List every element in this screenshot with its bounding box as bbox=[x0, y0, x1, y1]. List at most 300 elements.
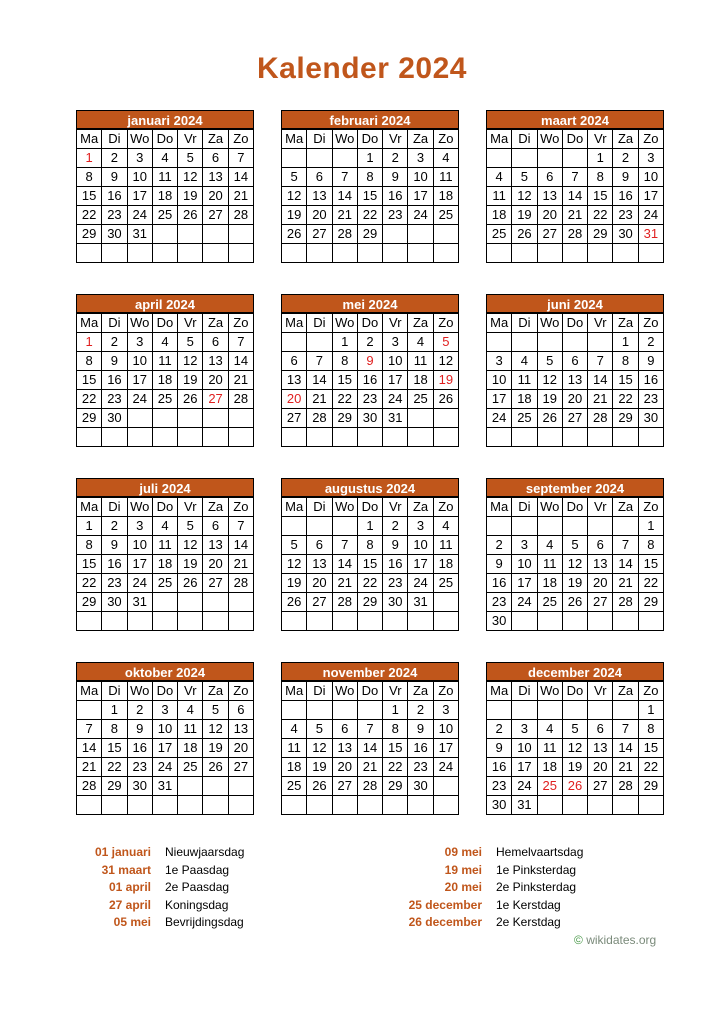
day-cell[interactable]: 16 bbox=[383, 555, 408, 574]
day-cell[interactable]: 1 bbox=[357, 517, 382, 536]
day-cell[interactable]: 18 bbox=[537, 574, 562, 593]
day-cell[interactable]: 28 bbox=[77, 777, 102, 796]
day-cell[interactable]: 23 bbox=[102, 206, 127, 225]
day-cell[interactable]: 13 bbox=[203, 536, 228, 555]
day-cell[interactable]: 9 bbox=[383, 536, 408, 555]
day-cell[interactable]: 11 bbox=[537, 555, 562, 574]
day-cell[interactable]: 11 bbox=[433, 168, 458, 187]
day-cell[interactable]: 22 bbox=[638, 574, 663, 593]
day-cell[interactable]: 16 bbox=[638, 371, 663, 390]
day-cell[interactable]: 15 bbox=[332, 371, 357, 390]
day-cell[interactable]: 26 bbox=[307, 777, 332, 796]
day-cell[interactable]: 4 bbox=[433, 517, 458, 536]
day-cell[interactable]: 29 bbox=[102, 777, 127, 796]
day-cell[interactable]: 10 bbox=[127, 168, 152, 187]
day-cell[interactable]: 20 bbox=[282, 390, 307, 409]
day-cell[interactable]: 15 bbox=[357, 555, 382, 574]
day-cell[interactable]: 26 bbox=[562, 777, 587, 796]
day-cell[interactable]: 19 bbox=[537, 390, 562, 409]
day-cell[interactable]: 18 bbox=[152, 371, 177, 390]
day-cell[interactable]: 6 bbox=[203, 149, 228, 168]
day-cell[interactable]: 6 bbox=[307, 168, 332, 187]
day-cell[interactable]: 5 bbox=[307, 720, 332, 739]
day-cell[interactable]: 19 bbox=[178, 187, 203, 206]
day-cell[interactable]: 7 bbox=[228, 517, 253, 536]
day-cell[interactable]: 31 bbox=[127, 593, 152, 612]
day-cell[interactable]: 2 bbox=[383, 517, 408, 536]
day-cell[interactable]: 18 bbox=[282, 758, 307, 777]
day-cell[interactable]: 14 bbox=[77, 739, 102, 758]
day-cell[interactable]: 8 bbox=[102, 720, 127, 739]
day-cell[interactable]: 9 bbox=[102, 536, 127, 555]
day-cell[interactable]: 24 bbox=[408, 574, 433, 593]
day-cell[interactable]: 22 bbox=[102, 758, 127, 777]
day-cell[interactable]: 4 bbox=[408, 333, 433, 352]
day-cell[interactable]: 26 bbox=[178, 390, 203, 409]
day-cell[interactable]: 25 bbox=[433, 206, 458, 225]
day-cell[interactable]: 6 bbox=[307, 536, 332, 555]
day-cell[interactable]: 10 bbox=[487, 371, 512, 390]
day-cell[interactable]: 18 bbox=[433, 187, 458, 206]
day-cell[interactable]: 14 bbox=[613, 739, 638, 758]
day-cell[interactable]: 15 bbox=[638, 555, 663, 574]
day-cell[interactable]: 1 bbox=[383, 701, 408, 720]
day-cell[interactable]: 27 bbox=[203, 390, 228, 409]
day-cell[interactable]: 10 bbox=[127, 536, 152, 555]
day-cell[interactable]: 7 bbox=[77, 720, 102, 739]
day-cell[interactable]: 1 bbox=[613, 333, 638, 352]
day-cell[interactable]: 15 bbox=[102, 739, 127, 758]
day-cell[interactable]: 24 bbox=[127, 206, 152, 225]
day-cell[interactable]: 15 bbox=[638, 739, 663, 758]
day-cell[interactable]: 29 bbox=[77, 409, 102, 428]
day-cell[interactable]: 19 bbox=[178, 555, 203, 574]
day-cell[interactable]: 12 bbox=[512, 187, 537, 206]
day-cell[interactable]: 1 bbox=[77, 149, 102, 168]
day-cell[interactable]: 13 bbox=[562, 371, 587, 390]
day-cell[interactable]: 9 bbox=[487, 739, 512, 758]
day-cell[interactable]: 25 bbox=[512, 409, 537, 428]
day-cell[interactable]: 21 bbox=[357, 758, 382, 777]
day-cell[interactable]: 8 bbox=[77, 352, 102, 371]
day-cell[interactable]: 27 bbox=[307, 593, 332, 612]
day-cell[interactable]: 24 bbox=[433, 758, 458, 777]
day-cell[interactable]: 23 bbox=[487, 593, 512, 612]
day-cell[interactable]: 3 bbox=[152, 701, 177, 720]
day-cell[interactable]: 30 bbox=[102, 593, 127, 612]
day-cell[interactable]: 31 bbox=[127, 225, 152, 244]
day-cell[interactable]: 7 bbox=[332, 168, 357, 187]
day-cell[interactable]: 22 bbox=[77, 390, 102, 409]
day-cell[interactable]: 5 bbox=[203, 701, 228, 720]
day-cell[interactable]: 24 bbox=[408, 206, 433, 225]
day-cell[interactable]: 30 bbox=[487, 612, 512, 631]
day-cell[interactable]: 25 bbox=[152, 390, 177, 409]
day-cell[interactable]: 26 bbox=[282, 593, 307, 612]
day-cell[interactable]: 2 bbox=[383, 149, 408, 168]
day-cell[interactable]: 19 bbox=[562, 758, 587, 777]
day-cell[interactable]: 28 bbox=[228, 390, 253, 409]
day-cell[interactable]: 10 bbox=[127, 352, 152, 371]
day-cell[interactable]: 9 bbox=[613, 168, 638, 187]
day-cell[interactable]: 8 bbox=[332, 352, 357, 371]
day-cell[interactable]: 22 bbox=[77, 574, 102, 593]
day-cell[interactable]: 13 bbox=[588, 739, 613, 758]
day-cell[interactable]: 12 bbox=[178, 536, 203, 555]
day-cell[interactable]: 9 bbox=[408, 720, 433, 739]
day-cell[interactable]: 28 bbox=[562, 225, 587, 244]
day-cell[interactable]: 27 bbox=[307, 225, 332, 244]
day-cell[interactable]: 21 bbox=[307, 390, 332, 409]
day-cell[interactable]: 5 bbox=[178, 517, 203, 536]
day-cell[interactable]: 5 bbox=[433, 333, 458, 352]
day-cell[interactable]: 21 bbox=[332, 574, 357, 593]
day-cell[interactable]: 2 bbox=[613, 149, 638, 168]
day-cell[interactable]: 29 bbox=[638, 593, 663, 612]
day-cell[interactable]: 4 bbox=[537, 720, 562, 739]
day-cell[interactable]: 25 bbox=[408, 390, 433, 409]
day-cell[interactable]: 17 bbox=[127, 371, 152, 390]
day-cell[interactable]: 16 bbox=[408, 739, 433, 758]
day-cell[interactable]: 18 bbox=[152, 187, 177, 206]
day-cell[interactable]: 3 bbox=[408, 149, 433, 168]
day-cell[interactable]: 2 bbox=[102, 517, 127, 536]
day-cell[interactable]: 16 bbox=[487, 758, 512, 777]
day-cell[interactable]: 24 bbox=[638, 206, 663, 225]
day-cell[interactable]: 21 bbox=[613, 574, 638, 593]
day-cell[interactable]: 3 bbox=[127, 517, 152, 536]
day-cell[interactable]: 4 bbox=[433, 149, 458, 168]
day-cell[interactable]: 1 bbox=[588, 149, 613, 168]
day-cell[interactable]: 29 bbox=[77, 593, 102, 612]
day-cell[interactable]: 20 bbox=[332, 758, 357, 777]
day-cell[interactable]: 15 bbox=[77, 187, 102, 206]
day-cell[interactable]: 31 bbox=[383, 409, 408, 428]
day-cell[interactable]: 10 bbox=[408, 168, 433, 187]
day-cell[interactable]: 23 bbox=[383, 206, 408, 225]
day-cell[interactable]: 16 bbox=[102, 371, 127, 390]
day-cell[interactable]: 22 bbox=[357, 574, 382, 593]
day-cell[interactable]: 6 bbox=[537, 168, 562, 187]
day-cell[interactable]: 23 bbox=[487, 777, 512, 796]
day-cell[interactable]: 6 bbox=[332, 720, 357, 739]
day-cell[interactable]: 10 bbox=[433, 720, 458, 739]
day-cell[interactable]: 14 bbox=[613, 555, 638, 574]
day-cell[interactable]: 15 bbox=[77, 371, 102, 390]
day-cell[interactable]: 17 bbox=[408, 555, 433, 574]
day-cell[interactable]: 27 bbox=[562, 409, 587, 428]
day-cell[interactable]: 20 bbox=[307, 206, 332, 225]
day-cell[interactable]: 31 bbox=[512, 796, 537, 815]
day-cell[interactable]: 23 bbox=[408, 758, 433, 777]
day-cell[interactable]: 13 bbox=[203, 168, 228, 187]
day-cell[interactable]: 27 bbox=[588, 777, 613, 796]
day-cell[interactable]: 16 bbox=[102, 187, 127, 206]
day-cell[interactable]: 25 bbox=[487, 225, 512, 244]
day-cell[interactable]: 27 bbox=[203, 574, 228, 593]
day-cell[interactable]: 12 bbox=[562, 739, 587, 758]
day-cell[interactable]: 30 bbox=[487, 796, 512, 815]
day-cell[interactable]: 16 bbox=[487, 574, 512, 593]
day-cell[interactable]: 24 bbox=[127, 390, 152, 409]
day-cell[interactable]: 26 bbox=[178, 206, 203, 225]
day-cell[interactable]: 2 bbox=[638, 333, 663, 352]
day-cell[interactable]: 11 bbox=[152, 536, 177, 555]
day-cell[interactable]: 17 bbox=[433, 739, 458, 758]
day-cell[interactable]: 13 bbox=[203, 352, 228, 371]
day-cell[interactable]: 17 bbox=[127, 555, 152, 574]
day-cell[interactable]: 3 bbox=[638, 149, 663, 168]
day-cell[interactable]: 20 bbox=[588, 574, 613, 593]
day-cell[interactable]: 29 bbox=[357, 225, 382, 244]
day-cell[interactable]: 16 bbox=[102, 555, 127, 574]
day-cell[interactable]: 6 bbox=[228, 701, 253, 720]
day-cell[interactable]: 8 bbox=[357, 168, 382, 187]
day-cell[interactable]: 1 bbox=[332, 333, 357, 352]
day-cell[interactable]: 13 bbox=[588, 555, 613, 574]
day-cell[interactable]: 22 bbox=[332, 390, 357, 409]
day-cell[interactable]: 5 bbox=[562, 536, 587, 555]
day-cell[interactable]: 3 bbox=[433, 701, 458, 720]
day-cell[interactable]: 14 bbox=[357, 739, 382, 758]
day-cell[interactable]: 18 bbox=[408, 371, 433, 390]
day-cell[interactable]: 25 bbox=[178, 758, 203, 777]
day-cell[interactable]: 11 bbox=[178, 720, 203, 739]
day-cell[interactable]: 10 bbox=[408, 536, 433, 555]
day-cell[interactable]: 21 bbox=[228, 187, 253, 206]
day-cell[interactable]: 27 bbox=[332, 777, 357, 796]
day-cell[interactable]: 2 bbox=[487, 536, 512, 555]
day-cell[interactable]: 29 bbox=[357, 593, 382, 612]
day-cell[interactable]: 28 bbox=[588, 409, 613, 428]
day-cell[interactable]: 3 bbox=[127, 149, 152, 168]
day-cell[interactable]: 17 bbox=[152, 739, 177, 758]
day-cell[interactable]: 6 bbox=[203, 333, 228, 352]
day-cell[interactable]: 16 bbox=[383, 187, 408, 206]
day-cell[interactable]: 7 bbox=[613, 536, 638, 555]
day-cell[interactable]: 4 bbox=[152, 149, 177, 168]
day-cell[interactable]: 12 bbox=[178, 168, 203, 187]
day-cell[interactable]: 7 bbox=[562, 168, 587, 187]
day-cell[interactable]: 23 bbox=[383, 574, 408, 593]
day-cell[interactable]: 26 bbox=[537, 409, 562, 428]
day-cell[interactable]: 20 bbox=[203, 187, 228, 206]
day-cell[interactable]: 25 bbox=[282, 777, 307, 796]
day-cell[interactable]: 19 bbox=[512, 206, 537, 225]
credit[interactable] bbox=[574, 933, 656, 947]
day-cell[interactable]: 4 bbox=[178, 701, 203, 720]
day-cell[interactable]: 11 bbox=[408, 352, 433, 371]
day-cell[interactable]: 10 bbox=[638, 168, 663, 187]
day-cell[interactable]: 29 bbox=[77, 225, 102, 244]
day-cell[interactable]: 8 bbox=[383, 720, 408, 739]
day-cell[interactable]: 6 bbox=[203, 517, 228, 536]
day-cell[interactable]: 17 bbox=[408, 187, 433, 206]
day-cell[interactable]: 12 bbox=[178, 352, 203, 371]
day-cell[interactable]: 25 bbox=[537, 777, 562, 796]
day-cell[interactable]: 3 bbox=[487, 352, 512, 371]
day-cell[interactable]: 14 bbox=[228, 536, 253, 555]
day-cell[interactable]: 10 bbox=[152, 720, 177, 739]
day-cell[interactable]: 14 bbox=[332, 187, 357, 206]
day-cell[interactable]: 23 bbox=[127, 758, 152, 777]
day-cell[interactable]: 1 bbox=[77, 517, 102, 536]
day-cell[interactable]: 20 bbox=[537, 206, 562, 225]
day-cell[interactable]: 19 bbox=[562, 574, 587, 593]
day-cell[interactable]: 30 bbox=[408, 777, 433, 796]
day-cell[interactable]: 21 bbox=[562, 206, 587, 225]
day-cell[interactable]: 24 bbox=[487, 409, 512, 428]
day-cell[interactable]: 8 bbox=[613, 352, 638, 371]
day-cell[interactable]: 12 bbox=[537, 371, 562, 390]
day-cell[interactable]: 26 bbox=[203, 758, 228, 777]
day-cell[interactable]: 21 bbox=[228, 555, 253, 574]
day-cell[interactable]: 8 bbox=[77, 168, 102, 187]
day-cell[interactable]: 1 bbox=[357, 149, 382, 168]
day-cell[interactable]: 25 bbox=[537, 593, 562, 612]
day-cell[interactable]: 3 bbox=[512, 536, 537, 555]
day-cell[interactable]: 11 bbox=[512, 371, 537, 390]
day-cell[interactable]: 28 bbox=[613, 593, 638, 612]
day-cell[interactable]: 30 bbox=[127, 777, 152, 796]
day-cell[interactable]: 23 bbox=[102, 574, 127, 593]
day-cell[interactable]: 7 bbox=[228, 149, 253, 168]
day-cell[interactable]: 14 bbox=[332, 555, 357, 574]
day-cell[interactable]: 24 bbox=[512, 593, 537, 612]
day-cell[interactable]: 7 bbox=[332, 536, 357, 555]
day-cell[interactable]: 8 bbox=[638, 720, 663, 739]
day-cell[interactable]: 11 bbox=[152, 168, 177, 187]
day-cell[interactable]: 16 bbox=[127, 739, 152, 758]
day-cell[interactable]: 19 bbox=[178, 371, 203, 390]
day-cell[interactable]: 23 bbox=[102, 390, 127, 409]
day-cell[interactable]: 6 bbox=[588, 536, 613, 555]
day-cell[interactable]: 13 bbox=[307, 555, 332, 574]
day-cell[interactable]: 16 bbox=[613, 187, 638, 206]
day-cell[interactable]: 12 bbox=[307, 739, 332, 758]
day-cell[interactable]: 28 bbox=[613, 777, 638, 796]
day-cell[interactable]: 9 bbox=[487, 555, 512, 574]
day-cell[interactable]: 24 bbox=[512, 777, 537, 796]
day-cell[interactable]: 7 bbox=[613, 720, 638, 739]
day-cell[interactable]: 3 bbox=[127, 333, 152, 352]
day-cell[interactable]: 5 bbox=[537, 352, 562, 371]
day-cell[interactable]: 12 bbox=[282, 187, 307, 206]
day-cell[interactable]: 14 bbox=[562, 187, 587, 206]
day-cell[interactable]: 24 bbox=[152, 758, 177, 777]
day-cell[interactable]: 5 bbox=[282, 168, 307, 187]
day-cell[interactable]: 10 bbox=[512, 555, 537, 574]
day-cell[interactable]: 17 bbox=[512, 758, 537, 777]
day-cell[interactable]: 14 bbox=[307, 371, 332, 390]
day-cell[interactable]: 6 bbox=[282, 352, 307, 371]
day-cell[interactable]: 5 bbox=[178, 149, 203, 168]
day-cell[interactable]: 4 bbox=[512, 352, 537, 371]
day-cell[interactable]: 21 bbox=[332, 206, 357, 225]
day-cell[interactable]: 24 bbox=[383, 390, 408, 409]
day-cell[interactable]: 28 bbox=[228, 206, 253, 225]
day-cell[interactable]: 20 bbox=[562, 390, 587, 409]
day-cell[interactable]: 7 bbox=[588, 352, 613, 371]
day-cell[interactable]: 7 bbox=[228, 333, 253, 352]
day-cell[interactable]: 29 bbox=[383, 777, 408, 796]
day-cell[interactable]: 4 bbox=[282, 720, 307, 739]
day-cell[interactable]: 5 bbox=[178, 333, 203, 352]
day-cell[interactable]: 11 bbox=[487, 187, 512, 206]
day-cell[interactable]: 2 bbox=[102, 149, 127, 168]
day-cell[interactable]: 28 bbox=[332, 225, 357, 244]
day-cell[interactable]: 12 bbox=[562, 555, 587, 574]
day-cell[interactable]: 2 bbox=[127, 701, 152, 720]
day-cell[interactable]: 8 bbox=[588, 168, 613, 187]
day-cell[interactable]: 7 bbox=[307, 352, 332, 371]
day-cell[interactable]: 5 bbox=[282, 536, 307, 555]
day-cell[interactable]: 14 bbox=[228, 352, 253, 371]
day-cell[interactable]: 30 bbox=[383, 593, 408, 612]
day-cell[interactable]: 17 bbox=[512, 574, 537, 593]
day-cell[interactable]: 29 bbox=[588, 225, 613, 244]
day-cell[interactable]: 9 bbox=[127, 720, 152, 739]
day-cell[interactable]: 9 bbox=[357, 352, 382, 371]
day-cell[interactable]: 18 bbox=[152, 555, 177, 574]
day-cell[interactable]: 13 bbox=[228, 720, 253, 739]
day-cell[interactable]: 11 bbox=[537, 739, 562, 758]
day-cell[interactable]: 11 bbox=[152, 352, 177, 371]
day-cell[interactable]: 30 bbox=[102, 225, 127, 244]
day-cell[interactable]: 30 bbox=[102, 409, 127, 428]
day-cell[interactable]: 2 bbox=[487, 720, 512, 739]
day-cell[interactable]: 14 bbox=[588, 371, 613, 390]
day-cell[interactable]: 22 bbox=[588, 206, 613, 225]
day-cell[interactable]: 26 bbox=[282, 225, 307, 244]
day-cell[interactable]: 3 bbox=[512, 720, 537, 739]
day-cell[interactable]: 22 bbox=[613, 390, 638, 409]
day-cell[interactable]: 22 bbox=[383, 758, 408, 777]
day-cell[interactable]: 13 bbox=[307, 187, 332, 206]
day-cell[interactable]: 15 bbox=[383, 739, 408, 758]
day-cell[interactable]: 20 bbox=[203, 555, 228, 574]
day-cell[interactable]: 22 bbox=[638, 758, 663, 777]
day-cell[interactable]: 9 bbox=[638, 352, 663, 371]
day-cell[interactable]: 4 bbox=[152, 517, 177, 536]
day-cell[interactable]: 19 bbox=[433, 371, 458, 390]
day-cell[interactable]: 30 bbox=[613, 225, 638, 244]
day-cell[interactable]: 27 bbox=[588, 593, 613, 612]
day-cell[interactable]: 30 bbox=[638, 409, 663, 428]
day-cell[interactable]: 23 bbox=[357, 390, 382, 409]
day-cell[interactable]: 5 bbox=[562, 720, 587, 739]
day-cell[interactable]: 20 bbox=[307, 574, 332, 593]
day-cell[interactable]: 20 bbox=[228, 739, 253, 758]
day-cell[interactable]: 24 bbox=[127, 574, 152, 593]
day-cell[interactable]: 4 bbox=[537, 536, 562, 555]
day-cell[interactable]: 6 bbox=[588, 720, 613, 739]
day-cell[interactable]: 17 bbox=[383, 371, 408, 390]
day-cell[interactable]: 4 bbox=[487, 168, 512, 187]
day-cell[interactable]: 28 bbox=[332, 593, 357, 612]
day-cell[interactable]: 28 bbox=[307, 409, 332, 428]
day-cell[interactable]: 8 bbox=[638, 536, 663, 555]
day-cell[interactable]: 21 bbox=[77, 758, 102, 777]
day-cell[interactable]: 17 bbox=[638, 187, 663, 206]
day-cell[interactable]: 27 bbox=[282, 409, 307, 428]
day-cell[interactable]: 29 bbox=[332, 409, 357, 428]
day-cell[interactable]: 31 bbox=[638, 225, 663, 244]
day-cell[interactable]: 3 bbox=[383, 333, 408, 352]
day-cell[interactable]: 8 bbox=[357, 536, 382, 555]
day-cell[interactable]: 20 bbox=[588, 758, 613, 777]
day-cell[interactable]: 11 bbox=[433, 536, 458, 555]
